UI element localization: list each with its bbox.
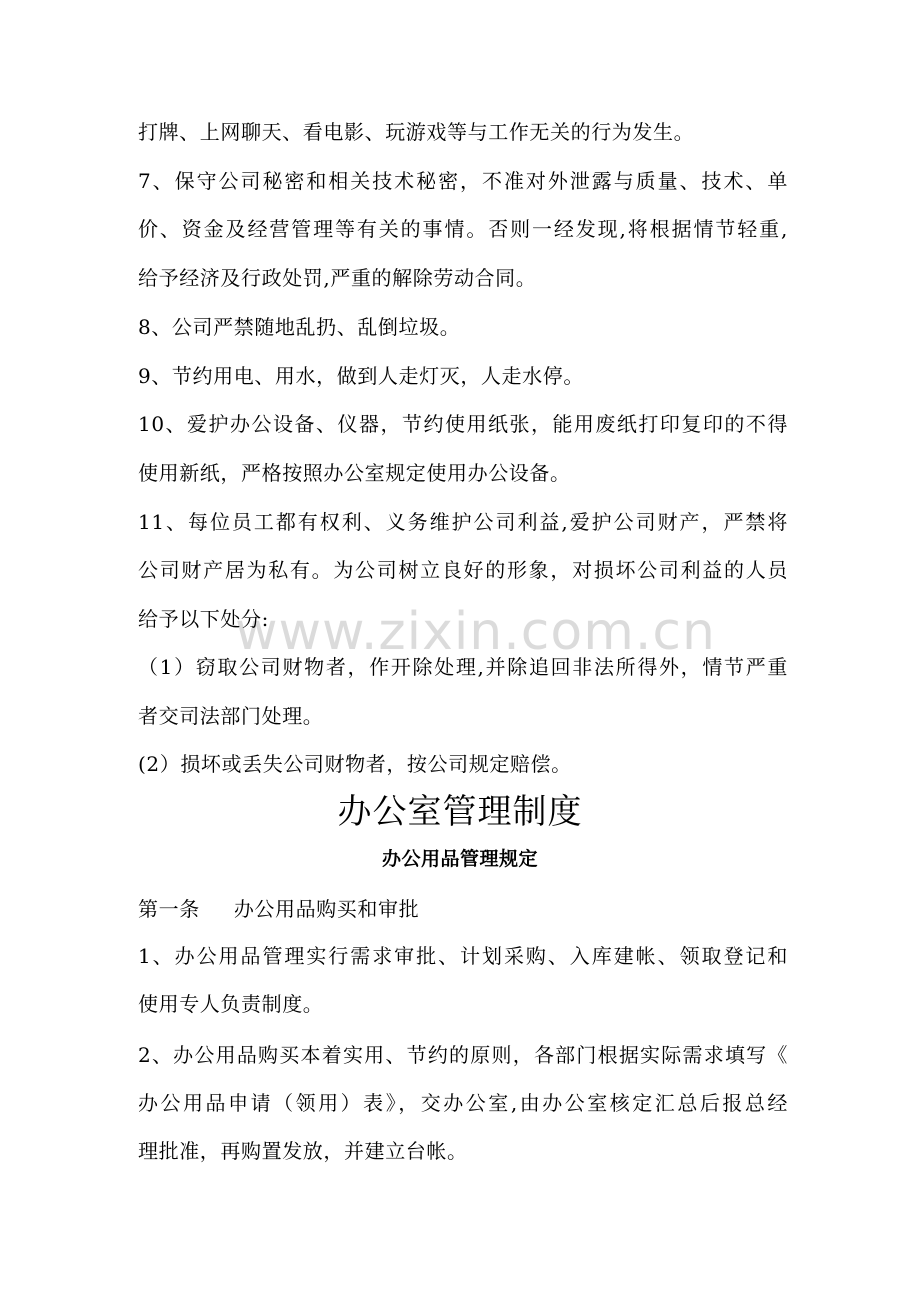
text-line: 8、公司严禁随地乱扔、乱倒垃圾。 [138,315,461,339]
text-line: （1）窃取公司财物者，作开除处理,并除追回非法所得外，情节严重 [138,655,788,679]
text-line: 打牌、上网聊天、看电影、玩游戏等与工作无关的行为发生。 [138,120,695,144]
text-line: 价、资金及经营管理等有关的事情。否则一经发现,将根据情节轻重, [138,217,788,241]
text-line: 9、节约用电、用水，做到人走灯灭，人走水停。 [138,364,584,388]
text-line: 10、爱护办公设备、仪器，节约使用纸张，能用废纸打印复印的不得 [138,412,788,436]
text-line: 使用新纸，严格按照办公室规定使用办公设备。 [138,461,571,485]
article-number: 第一条 [138,897,200,921]
article-heading-text: 办公用品购买和审批 [233,897,420,921]
watermark: www.zixin.com.cn [235,602,716,662]
text-line: 办公用品申请（领用）表》，交办公室,由办公室核定汇总后报总经 [138,1091,788,1115]
text-line: 者交司法部门处理。 [138,704,324,728]
text-line: 理批准，再购置发放，并建立台帐。 [138,1139,468,1163]
document-title: 办公室管理制度 [337,792,583,832]
text-line: 给予以下处分: [138,607,269,631]
text-line: (2）损坏或丢失公司财物者，按公司规定赔偿。 [138,752,572,776]
text-line: 11、每位员工都有权利、义务维护公司利益,爱护公司财产，严禁将 [138,510,788,534]
text-line: 1、办公用品管理实行需求审批、计划采购、入库建帐、领取登记和 [138,944,788,968]
document-subtitle: 办公用品管理规定 [381,848,538,870]
text-line: 给予经济及行政处罚,严重的解除劳动合同。 [138,266,537,290]
text-line: 公司财产居为私有。为公司树立良好的形象，对损坏公司利益的人员 [138,558,788,582]
text-line: 使用专人负责制度。 [138,992,324,1016]
article-heading [138,894,788,924]
text-line: 7、保守公司秘密和相关技术秘密，不准对外泄露与质量、技术、单 [138,169,788,193]
text-line: 2、办公用品购买本着实用、节约的原则，各部门根据实际需求填写《 [138,1043,788,1067]
